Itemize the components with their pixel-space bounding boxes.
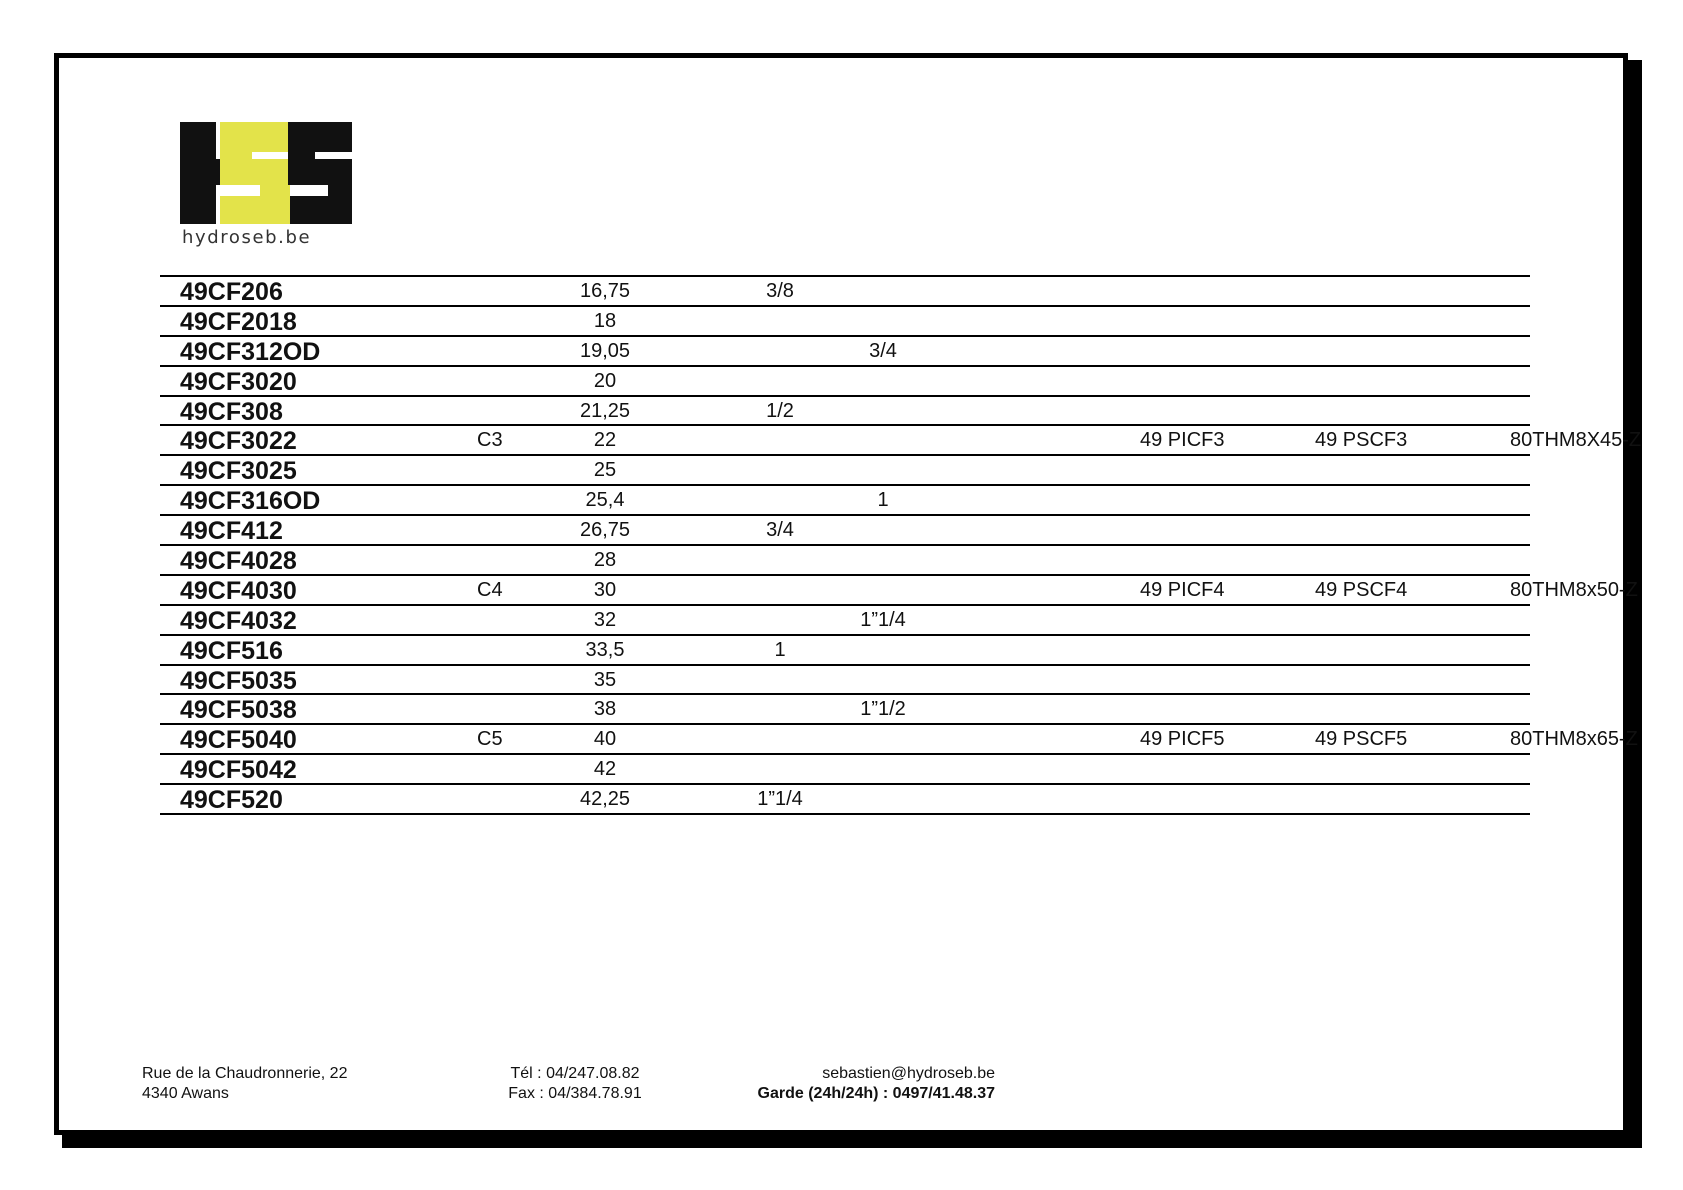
diameter-cell: 20 [593,369,617,392]
product-code: 49CF5042 [180,756,297,785]
table-row [160,305,1530,335]
inch-b-cell: 3/4 [869,339,897,362]
product-code: 49CF2018 [180,307,297,336]
fax-number: Fax : 04/384.78.91 [508,1085,642,1102]
table-row [160,723,1638,755]
table-row [160,395,1530,425]
table-row [160,424,1642,456]
part-picf-cell: 49 PICF3 [1140,429,1225,452]
diameter-cell: 21,25 [579,399,631,422]
diameter-cell: 25 [593,459,617,482]
inch-a-cell: 1”1/4 [757,788,803,811]
product-code: 49CF412 [180,517,283,546]
part-thm-cell: 80THM8X45-Z [1510,429,1642,452]
diameter-cell: 16,75 [579,280,631,302]
footer-contact [730,1064,995,1104]
part-pscf-cell: 49 PSCF3 [1315,429,1408,452]
group-cell: C3 [477,429,503,452]
address-line-2: 4340 Awans [142,1085,229,1102]
product-code: 49CF3025 [180,457,297,486]
table-row [160,544,1530,574]
diameter-cell: 26,75 [579,519,631,542]
product-code: 49CF5040 [180,726,297,755]
diameter-cell: 35 [593,668,617,691]
garde-phone: Garde (24h/24h) : 0497/41.48.37 [757,1085,995,1102]
product-code: 49CF3020 [180,367,297,396]
table-row [160,664,1530,694]
inch-a-cell: 1/2 [766,399,794,422]
part-picf-cell: 49 PICF4 [1140,578,1225,601]
table-row [160,484,1530,514]
footer-phone [500,1064,650,1104]
table-row [160,454,1530,484]
diameter-cell: 42 [593,758,617,781]
table-row [160,275,1530,305]
inch-b-cell: 1 [877,489,889,512]
product-code: 49CF4032 [180,606,297,635]
product-code: 49CF516 [180,636,283,665]
product-code: 49CF4028 [180,547,297,576]
part-thm-cell: 80THM8x50-Z [1510,578,1638,601]
email-link[interactable]: sebastien@hydroseb.be [822,1065,995,1082]
diameter-cell: 38 [593,698,617,721]
group-cell: C5 [477,728,503,751]
product-code: 49CF5035 [180,666,297,695]
logo-text: hydroseb.be [182,227,312,248]
inch-b-cell: 1”1/4 [860,608,906,631]
diameter-cell: 22 [593,429,617,452]
table-row [160,634,1530,664]
product-code: 49CF520 [180,786,283,815]
tel-number: Tél : 04/247.08.82 [510,1065,640,1082]
inch-b-cell: 1”1/2 [860,698,906,721]
product-table [160,275,1642,815]
product-code: 49CF206 [180,278,283,306]
table-row [160,365,1530,395]
table-row [160,514,1530,544]
inch-a-cell: 1 [774,638,786,661]
table-row [160,604,1530,634]
address-line-1: Rue de la Chaudronnerie, 22 [142,1065,348,1082]
footer-address [142,1064,347,1104]
diameter-cell: 30 [593,578,617,601]
diameter-cell: 42,25 [579,788,631,811]
product-code: 49CF316OD [180,487,321,516]
product-code: 49CF4030 [180,576,297,605]
part-thm-cell: 80THM8x65-Z [1510,728,1638,751]
part-picf-cell: 49 PICF5 [1140,728,1225,751]
table-row [160,693,1530,723]
table-row [160,335,1530,365]
diameter-cell: 19,05 [579,339,631,362]
diameter-cell: 33,5 [585,638,625,661]
part-pscf-cell: 49 PSCF5 [1315,728,1408,751]
inch-a-cell: 3/4 [766,519,794,542]
diameter-cell: 40 [593,728,617,751]
table-row [160,783,1530,815]
part-pscf-cell: 49 PSCF4 [1315,578,1408,601]
diameter-cell: 18 [593,309,617,332]
product-code: 49CF308 [180,397,283,426]
product-code: 49CF312OD [180,337,321,366]
diameter-cell: 32 [593,608,617,631]
group-cell: C4 [477,578,503,601]
product-code: 49CF5038 [180,696,297,725]
diameter-cell: 25,4 [585,489,625,512]
product-code: 49CF3022 [180,427,297,456]
inch-a-cell: 3/8 [766,280,794,302]
table-row [160,574,1638,605]
diameter-cell: 28 [593,549,617,572]
table-row [160,753,1530,783]
